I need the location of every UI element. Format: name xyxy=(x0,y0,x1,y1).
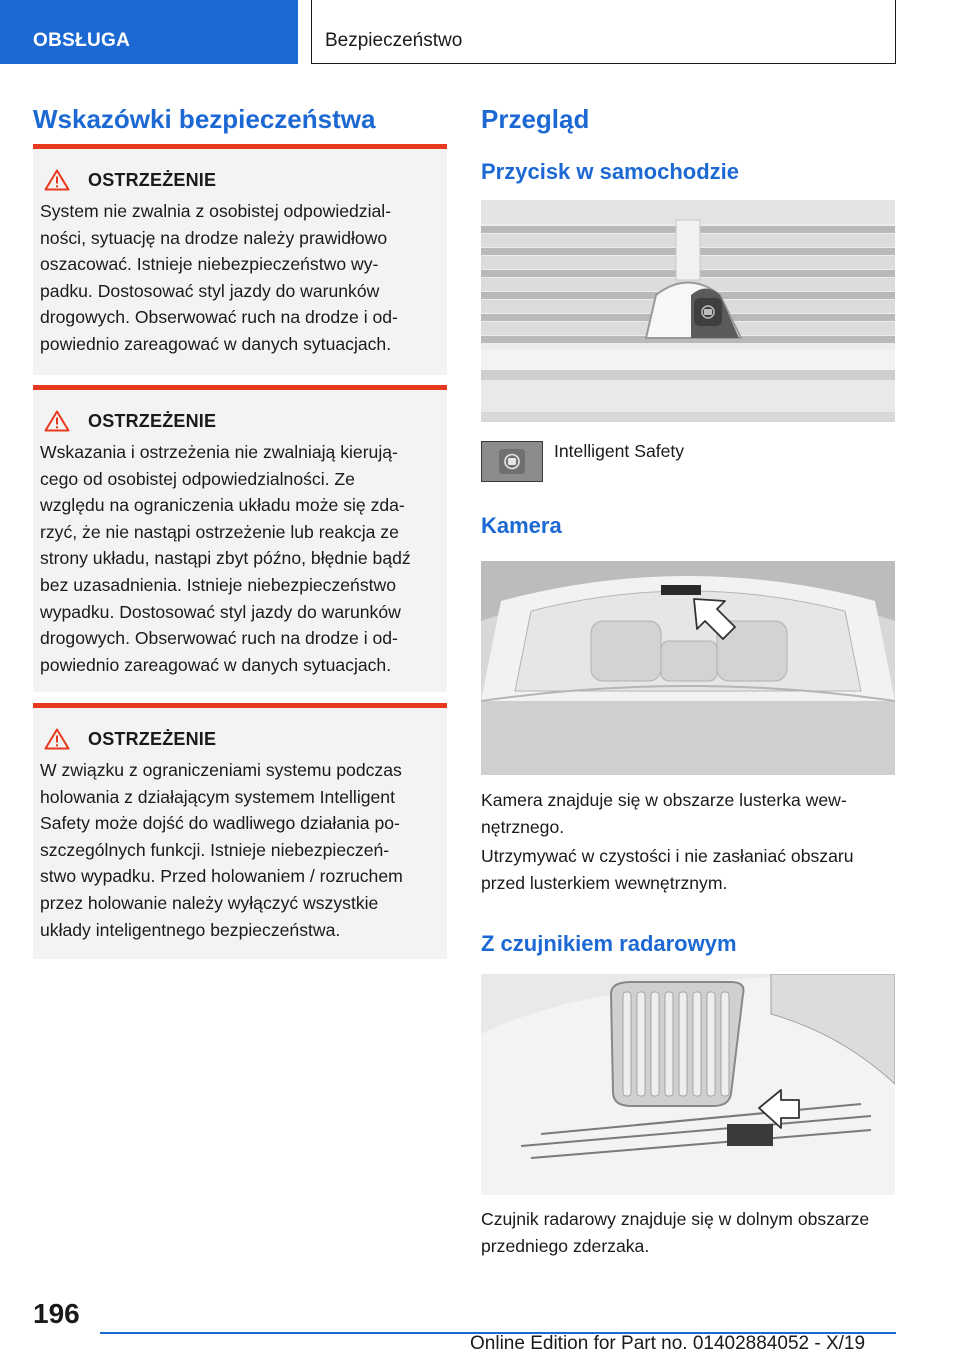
text-line: padku. Dostosować styl jazdy do warunków xyxy=(40,280,380,301)
text-line: ności, sytuację na drodze należy prawidłowo xyxy=(40,227,388,248)
overview-heading: Przegląd xyxy=(481,104,590,134)
edition-note: Online Edition for Part no. 01402884052 - X/19 xyxy=(470,1333,866,1354)
warning-title: OSTRZEŻENIE xyxy=(88,728,217,749)
intelligent-safety-button-icon xyxy=(481,441,543,482)
button-illustration xyxy=(481,200,895,422)
warning-triangle-icon xyxy=(44,169,70,191)
text-line: układy inteligentnego bezpieczeństwa. xyxy=(40,919,341,940)
text-line: szczególnych funkcji. Istnieje niebezpieczeń- xyxy=(40,839,390,860)
warning-box-3 xyxy=(33,703,447,959)
text-line: Utrzymywać w czystości i nie zasłaniać obszaru xyxy=(481,846,854,866)
text-line: System nie zwalnia z osobistej odpowiedzial- xyxy=(40,201,392,221)
text-line: cego od osobistej odpowiedzialności. Ze xyxy=(40,468,355,489)
chapter-label: OBSŁUGA xyxy=(33,30,131,51)
warning-triangle-icon xyxy=(44,728,70,750)
text-line: Wskazania i ostrzeżenia nie zwalniają kierują- xyxy=(40,442,398,462)
warning-box-1 xyxy=(33,144,447,375)
warning-text xyxy=(40,757,439,943)
text-line: przed lusterkiem wewnętrznym. xyxy=(481,872,728,893)
chapter-tab xyxy=(0,0,298,64)
intelligent-safety-label: Intelligent Safety xyxy=(554,441,685,461)
page-number: 196 xyxy=(33,1298,80,1329)
camera-heading: Kamera xyxy=(481,513,562,538)
text-line: powiednio zareagować w danych sytuacjach. xyxy=(40,654,392,675)
section-label: Bezpieczeństwo xyxy=(325,30,463,51)
radar-description xyxy=(481,1206,869,1259)
text-line: Czujnik radarowy znajduje się w dolnym obszarze xyxy=(481,1209,870,1229)
text-line: strony układu, nastąpi zbyt późno, błędnie bądź xyxy=(40,548,411,569)
text-line: bez uzasadnienia. Istnieje niebezpieczeństwo xyxy=(40,574,397,595)
text-line: drogowych. Obserwować ruch na drodze i od- xyxy=(40,628,398,649)
warning-title: OSTRZEŻENIE xyxy=(88,410,217,431)
safety-notes-heading: Wskazówki bezpieczeństwa xyxy=(33,104,376,134)
warning-text xyxy=(40,198,439,358)
warning-triangle-icon xyxy=(44,410,70,432)
text-line: Kamera znajduje się w obszarze lusterka wew- xyxy=(481,790,847,810)
text-line: W związku z ograniczeniami systemu podczas xyxy=(40,760,402,780)
text-line: wypadku. Dostosować styl jazdy do warunków xyxy=(40,601,401,622)
text-line: stwo wypadku. Przed holowaniem / rozruchem xyxy=(40,866,403,887)
text-line: nętrznego. xyxy=(481,816,565,837)
text-line: powiednio zareagować w danych sytuacjach. xyxy=(40,333,392,354)
button-in-vehicle-heading: Przycisk w samochodzie xyxy=(481,159,739,184)
text-line: holowania z działającym systemem Intelligent xyxy=(40,786,395,807)
warning-title: OSTRZEŻENIE xyxy=(88,169,217,190)
text-line: względu na ograniczenia układu może się zda- xyxy=(40,495,405,516)
radar-sensor-heading: Z czujnikiem radarowym xyxy=(481,931,737,956)
camera-illustration xyxy=(481,561,895,775)
text-line: rzyć, że nie nastąpi ostrzeżenie lub reakcja ze xyxy=(40,521,399,542)
text-line: przez holowanie należy wyłączyć wszystkie xyxy=(40,892,379,913)
warning-text xyxy=(40,439,439,678)
radar-illustration xyxy=(481,974,895,1195)
text-line: oszacować. Istnieje niebezpieczeństwo wy- xyxy=(40,254,379,275)
camera-description-2 xyxy=(481,843,854,896)
warning-box-2 xyxy=(33,385,447,692)
text-line: drogowych. Obserwować ruch na drodze i od- xyxy=(40,307,398,328)
section-tab xyxy=(311,0,896,64)
text-line: przedniego zderzaka. xyxy=(481,1235,650,1256)
text-line: Safety może dojść do wadliwego działania po- xyxy=(40,813,400,834)
camera-description-1 xyxy=(481,787,847,840)
